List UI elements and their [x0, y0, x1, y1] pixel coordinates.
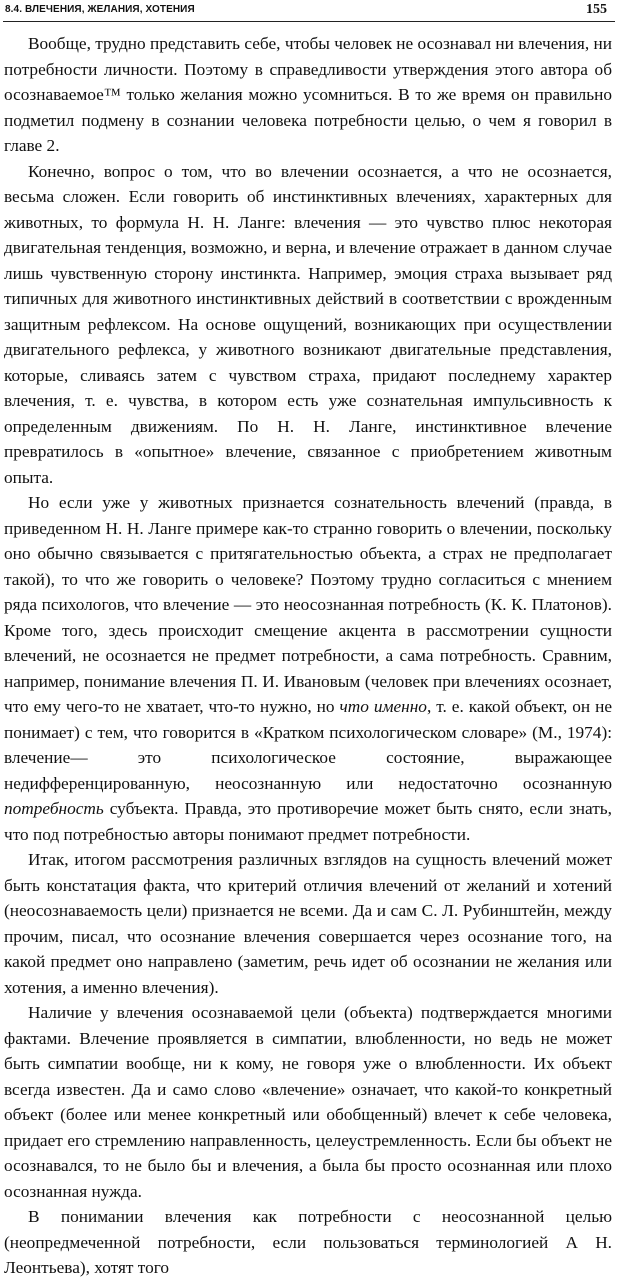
paragraph-text: , т. е. какой объект, он не понимает) с тем, что говорится в «Кратком психологическом словаре» (М., 1974): влечение— это психологическое состояние, выражающее недифференцированную, неосознанную или недостаточно осознанную — [4, 697, 613, 793]
paragraph-text: Наличие у влечения осознаваемой цели (объекта) подтверждается многими фактами. Влечение проявляется в симпатии, влюбленности, но ведь не может быть симпатии вообще, ни к кому, не говоря уже о влюбленности. Их объект всегда известен. Да и само слово «влечение» означает, что какой-то конкретный объект (более или менее конкретный или обобщенный) влечет к себе человека, придает его стремлению направленность, целеустремленность. Если бы объект не осознавался, то не было бы и влечения, а была бы просто осознанная или плохо осознанная нужда. — [4, 1003, 612, 1201]
paragraph-text: Вообще, трудно представить себе, чтобы человек не осознавал ни влечения, ни потребности личности. Поэтому в справедливости утверждения этого автора об осознаваемое™ только желания можно усомниться. В то же время он правильно подметил подмену в сознании человека потребности целью, о чем я говорил в главе 2. — [4, 34, 612, 155]
paragraph — [4, 31, 612, 159]
paragraph-text: В понимании влечения как потребности с неосознанной целью (неопредмеченной потребности, если пользоваться терминологией А Н. Леонтьева), хотят того — [4, 1207, 612, 1277]
paragraph — [4, 490, 612, 847]
paragraph — [4, 1000, 612, 1204]
section-title: 8.4. ВЛЕЧЕНИЯ, ЖЕЛАНИЯ, ХОТЕНИЯ — [5, 4, 195, 15]
page-number: 155 — [586, 2, 607, 17]
paragraph-text: Но если уже у животных признается сознательность влечений (правда, в приведенном Н. Н. Ланге примере как-то странно говорить о влечении, поскольку оно обычно связывается с притягательностью объекта, а страх не предполагает такой), то что же говорить о человеке? Поэтому трудно согласиться с мнением ряда психологов, что влечение — это неосознанная потребность (К. К. Платонов). Кроме того, здесь происходит смещение акцента в рассмотрении сущности влечений, не осознается не предмет потребности, а сама потребность. Сравним, например, понимание влечения П. И. Ивановым (человек при влечениях осознает, что ему чего-то не хватает, что-то нужно, но — [4, 493, 612, 716]
running-head — [3, 3, 615, 22]
paragraph-text: Итак, итогом рассмотрения различных взглядов на сущность влечений может быть констатация факта, что критерий отличия влечений от желаний и хотений (неосознаваемость цели) признается не всеми. Да и сам С. Л. Рубинштейн, между прочим, писал, что осознание влечения совершается через осознание того, на какой предмет оно направлено (заметим, речь идет об осознании не желания или хотения, а именно влечения). — [4, 850, 612, 997]
paragraph — [4, 847, 612, 1000]
italic-emphasis: что именно — [339, 697, 427, 716]
italic-emphasis: потребность — [4, 799, 104, 818]
paragraph-text: Конечно, вопрос о том, что во влечении осознается, а что не осознается, весьма сложен. Если говорить об инстинктивных влечениях, характерных для животных, то формула Н. Н. Ланге: влечения — это чувство плюс некоторая двигательная тенденция, возможно, и верна, и влечение отражает в данном случае лишь чувственную сторону инстинкта. Например, эмоция страха вызывает ряд типичных для животного инстинктивных действий в соответствии с врожденным защитным рефлексом. На основе ощущений, возникающих при осуществлении двигательного рефлекса, у животного возникают двигательные представления, которые, сливаясь затем с чувством страха, придают последнему характер влечения, т. е. чувства, в котором есть уже сознательная импульсивность к определенным движениям. По Н. Н. Ланге, инстинктивное влечение превратилось в «опытное» влечение, связанное с приобретением животным опыта. — [4, 161, 612, 487]
paragraph — [4, 159, 612, 491]
paragraph — [4, 1204, 612, 1281]
paragraph-text: субъекта. Правда, это противоречие может быть снято, если знать, что под потребностью авторы понимают предмет потребности. — [4, 799, 612, 844]
body-text — [4, 31, 612, 1281]
